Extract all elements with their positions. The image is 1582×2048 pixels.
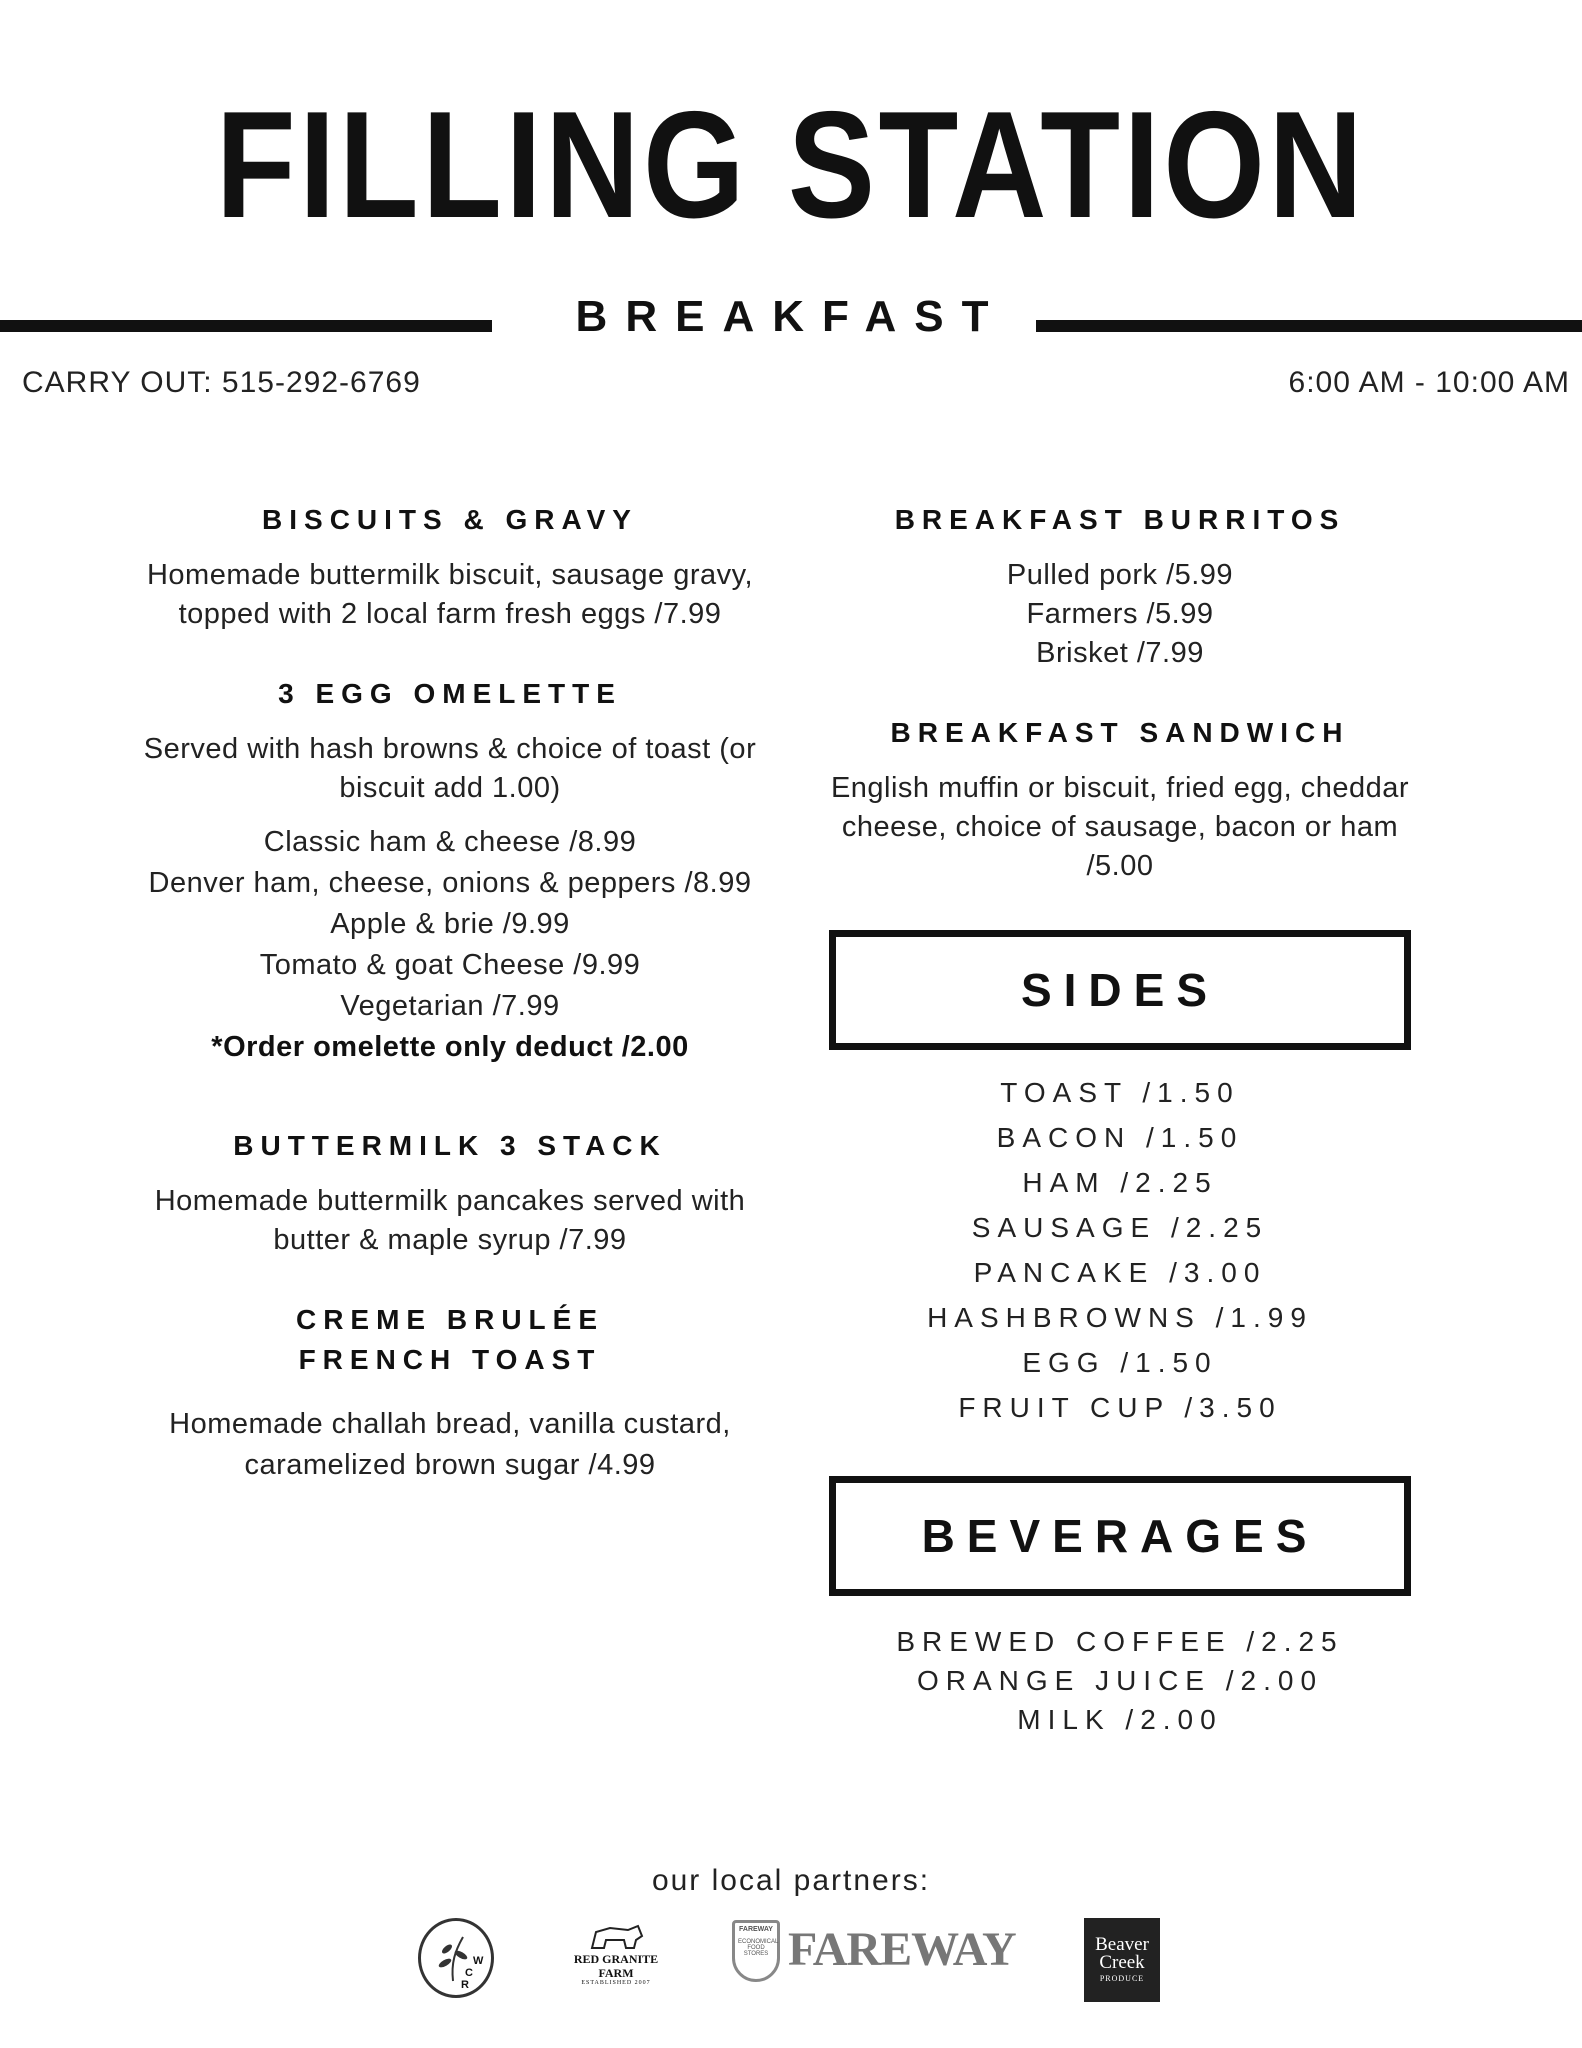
list-item: Classic ham & cheese /8.99 (263, 826, 637, 858)
section-heading: BUTTERMILK 3 STACK (233, 1130, 667, 1161)
list-item: HAM /2.25 (1022, 1167, 1218, 1198)
section-heading: BREAKFAST SANDWICH (890, 717, 1350, 748)
section-french-toast (140, 1300, 760, 1486)
fareway-shield-icon: FAREWAY ECONOMICAL FOOD STORES (732, 1920, 780, 1982)
section-description: Homemade buttermilk pancakes served with butter & maple syrup /7.99 (154, 1185, 746, 1256)
omelette-list (140, 822, 760, 1068)
beaver-creek-produce-logo (1084, 1918, 1160, 2002)
section-description: Homemade buttermilk biscuit, sausage gravy, topped with 2 local farm fresh eggs /7.99 (146, 559, 754, 630)
list-item: ORANGE JUICE /2.00 (916, 1665, 1324, 1696)
logo-text: ESTABLISHED 2007 (581, 1980, 651, 1986)
list-item: BACON /1.50 (996, 1122, 1244, 1153)
hours: 6:00 AM - 10:00 AM (1288, 366, 1570, 399)
list-item: Denver ham, cheese, onions & peppers /8.99 (148, 867, 752, 899)
list-item: SAUSAGE /2.25 (971, 1212, 1269, 1243)
section-heading: BISCUITS & GRAVY (262, 504, 638, 535)
omelette-note: *Order omelette only deduct /2.00 (211, 1031, 689, 1063)
section-sandwich (820, 713, 1420, 886)
list-item: EGG /1.50 (1022, 1347, 1218, 1378)
section-heading-line1: CREME BRULÉE (295, 1304, 604, 1335)
list-item: Tomato & goat Cheese /9.99 (259, 949, 641, 981)
section-description: English muffin or biscuit, fried egg, cheddar cheese, choice of sausage, bacon or ham /5.00 (830, 772, 1410, 882)
logo-text: PRODUCE (1099, 1974, 1145, 1983)
logo-letter: W (473, 1955, 484, 1967)
section-description: Homemade challah bread, vanilla custard, caramelized brown sugar /4.99 (169, 1408, 731, 1481)
header-rule-right (1036, 320, 1582, 332)
logo-text: FARM (598, 1966, 634, 1980)
section-heading: 3 EGG OMELETTE (278, 678, 622, 709)
list-item: Farmers /5.99 (1026, 598, 1214, 630)
logo-text: Creek (1099, 1952, 1145, 1973)
section-burritos (820, 500, 1420, 673)
list-item: HASHBROWNS /1.99 (927, 1302, 1313, 1333)
list-item: Brisket /7.99 (1036, 637, 1204, 669)
logo-letter: R (461, 1979, 469, 1991)
carry-out-phone: CARRY OUT: 515-292-6769 (22, 366, 421, 399)
left-column (140, 500, 760, 1486)
list-item: FRUIT CUP /3.50 (958, 1392, 1282, 1423)
section-heading: BREAKFAST BURRITOS (894, 504, 1346, 535)
beverages-heading-box: BEVERAGES (829, 1476, 1411, 1596)
menu-subtitle: BREAKFAST (575, 292, 1007, 341)
list-item: MILK /2.00 (1017, 1704, 1223, 1735)
section-description: Served with hash browns & choice of toast (or biscuit add 1.00) (143, 733, 757, 804)
section-biscuits-gravy (140, 500, 760, 634)
list-item: Pulled pork /5.99 (1006, 559, 1234, 591)
burrito-list (820, 556, 1420, 673)
beverages-list (820, 1622, 1420, 1739)
logo-text: FAREWAY (788, 1923, 1016, 1976)
list-item: BREWED COFFEE /2.25 (896, 1626, 1344, 1657)
section-omelette (140, 674, 760, 1068)
logo-text: RED GRANITE (573, 1952, 659, 1966)
list-item: PANCAKE /3.00 (973, 1257, 1267, 1288)
section-buttermilk-stack (140, 1126, 760, 1260)
sides-list (820, 1070, 1420, 1430)
list-item: Vegetarian /7.99 (340, 990, 560, 1022)
fareway-logo (732, 1918, 1016, 2002)
right-column (820, 500, 1420, 1739)
farm-animal-icon (586, 1922, 646, 1952)
logo-text: Beaver (1095, 1934, 1149, 1955)
wcr-logo (418, 1918, 494, 1998)
section-heading-line2: FRENCH TOAST (298, 1344, 602, 1375)
logo-letter: C (465, 1967, 473, 1979)
red-granite-farm-logo (566, 1918, 666, 2002)
restaurant-title: FILLING STATION (215, 80, 1367, 250)
partners-label: our local partners: (651, 1864, 931, 1897)
sides-heading-box: SIDES (829, 930, 1411, 1050)
list-item: Apple & brie /9.99 (330, 908, 570, 940)
list-item: TOAST /1.50 (1000, 1077, 1240, 1108)
